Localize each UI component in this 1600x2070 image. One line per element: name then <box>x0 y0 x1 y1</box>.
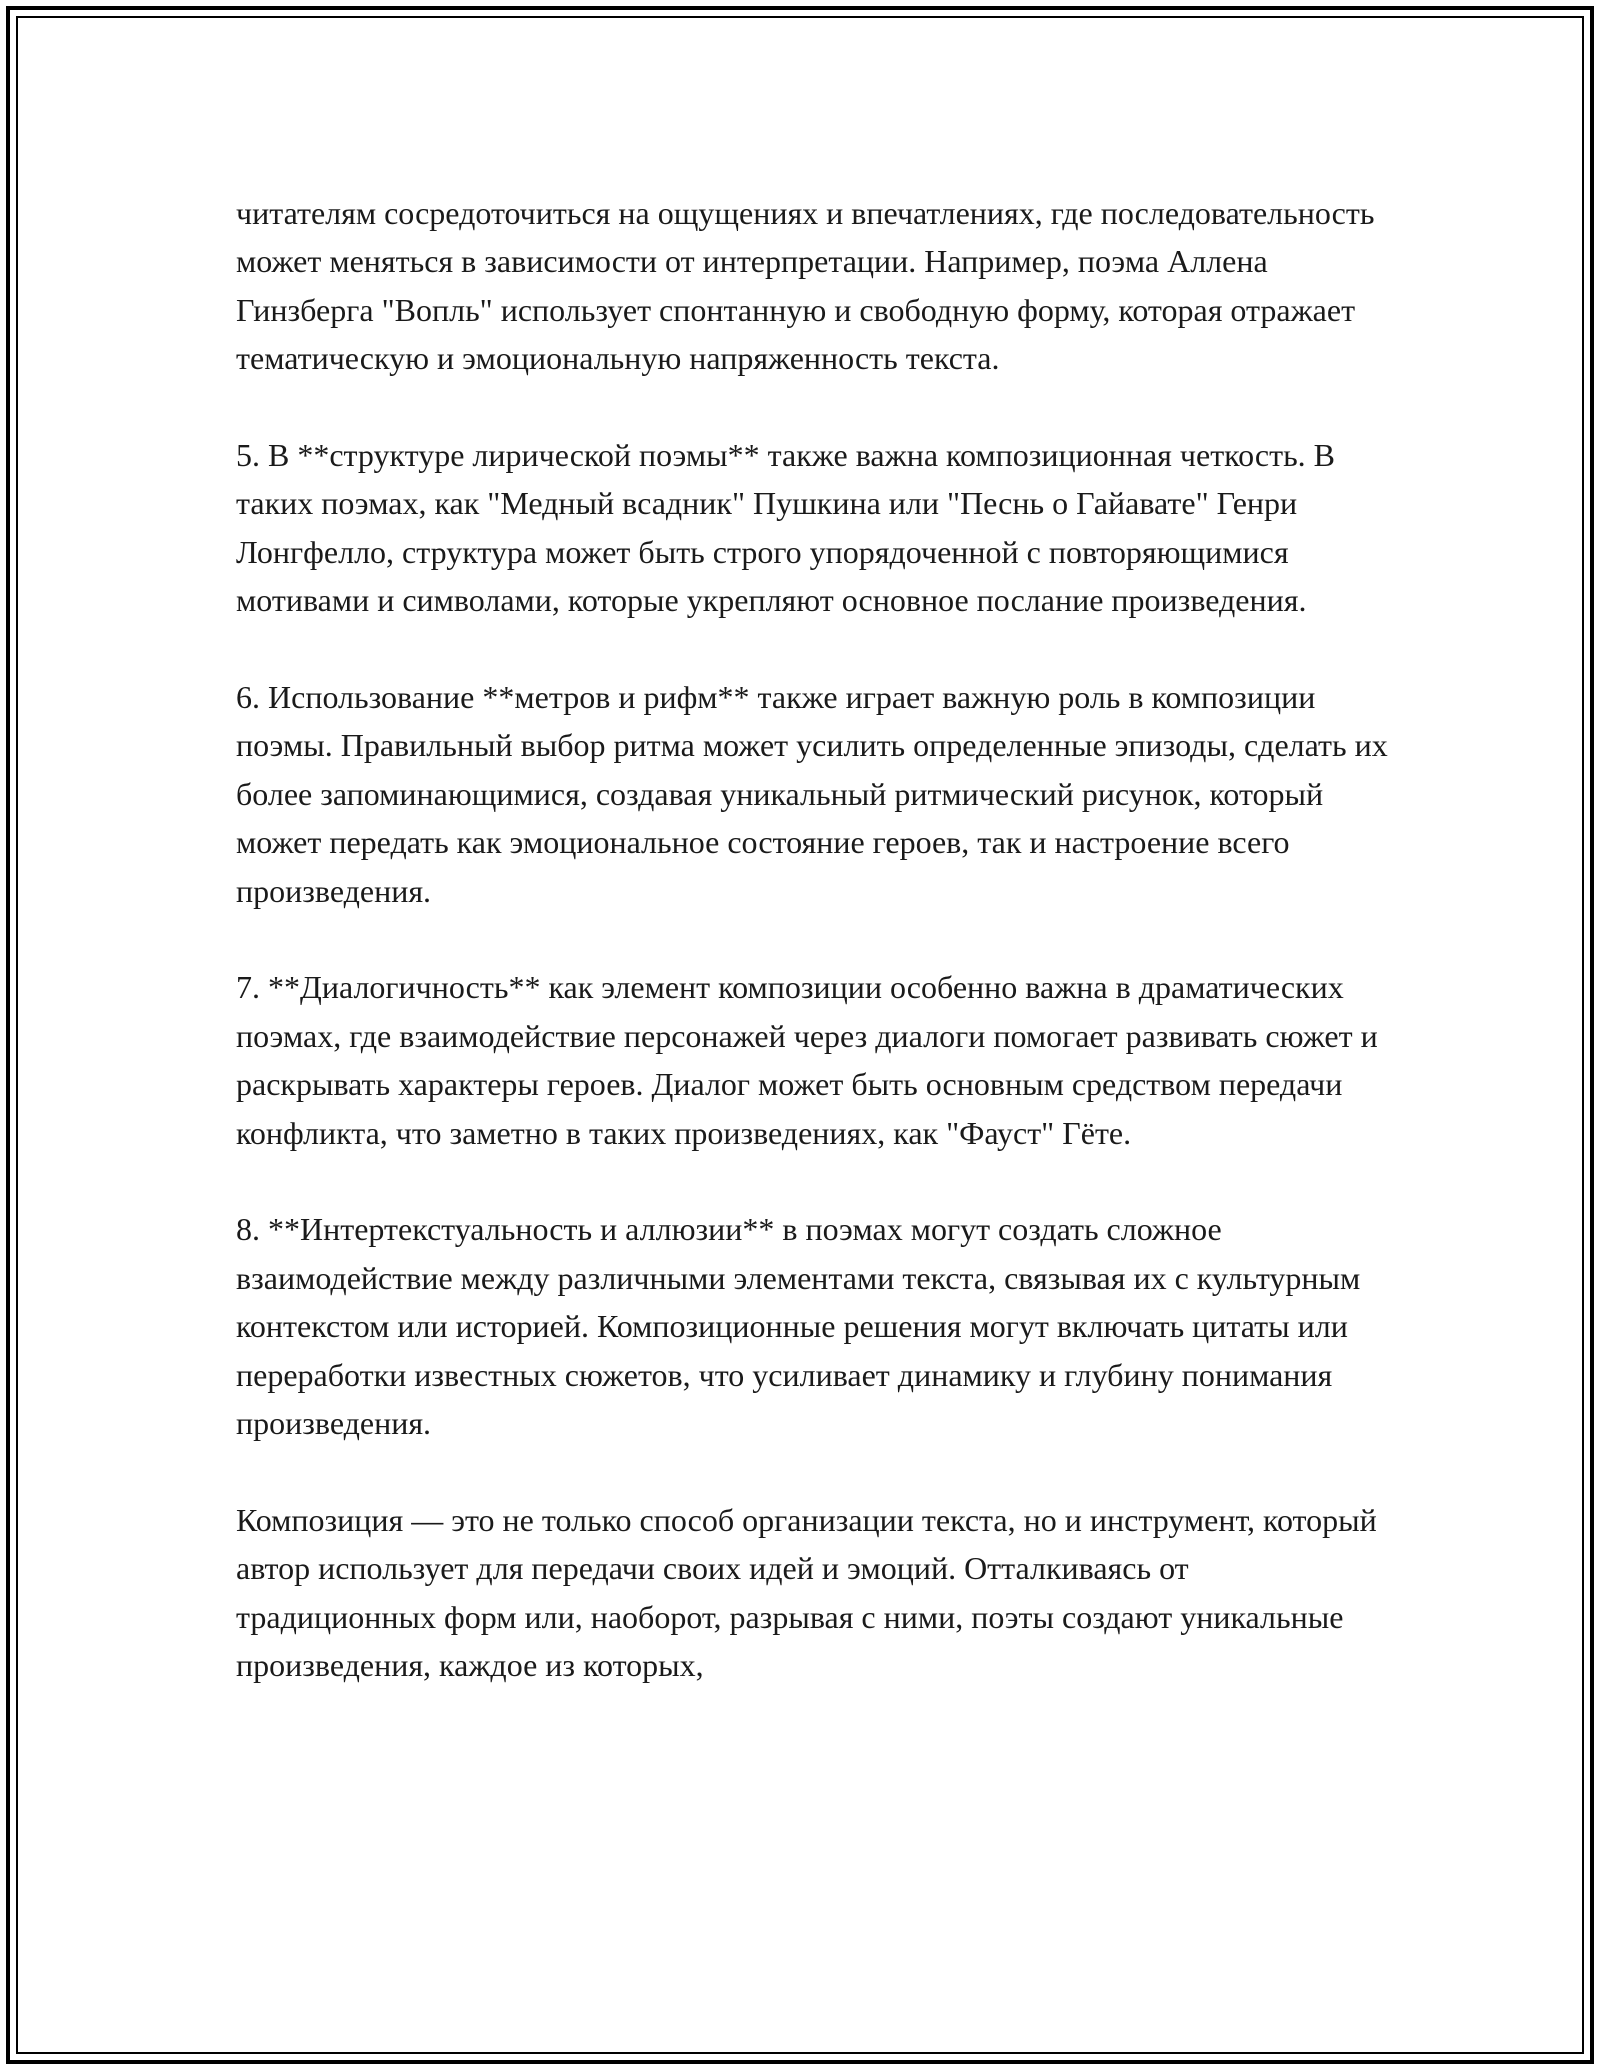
document-body <box>236 189 1396 1690</box>
paragraph-continuation: читателям сосредоточиться на ощущениях и впечатлениях, где последовательность может меняться в зависимости от интерпретации. Например, поэма Аллена Гинзберга "Вопль" использует спонтанную и свободную форму, которая отражает тематическую и эмоциональную напряженность текста. <box>236 195 1375 377</box>
paragraph-item-8: 8. **Интертекстуальность и аллюзии** в поэмах могут создать сложное взаимодействие между различными элементами текста, связывая их с культурным контекстом или историей. Композиционные решения могут включать цитаты или переработки известных сюжетов, что усиливает динамику и глубину понимания произведения. <box>236 1211 1361 1442</box>
paragraph-conclusion: Композиция — это не только способ организации текста, но и инструмент, который автор использует для передачи своих идей и эмоций. Отталкиваясь от традиционных форм или, наоборот, разрывая с ними, поэты создают уникальные произведения, каждое из которых, <box>236 1501 1377 1684</box>
paragraph-item-5: 5. В **структуре лирической поэмы** также важна композиционная четкость. В таких поэмах, как "Медный всадник" Пушкина или "Песнь о Гайавате" Генри Лонгфелло, структура может быть строго упорядоченной с повторяющимися мотивами и символами, которые укрепляют основное послание произведения. <box>236 437 1336 619</box>
paragraph-item-6: 6. Использование **метров и рифм** также играет важную роль в композиции поэмы. Правильный выбор ритма может усилить определенные эпизоды, сделать их более запоминающимися, создавая уникальный ритмический рисунок, который может передать как эмоциональное состояние героев, так и настроение всего произведения. <box>236 679 1388 909</box>
paragraph-item-7: 7. **Диалогичность** как элемент композиции особенно важна в драматических поэмах, где взаимодействие персонажей через диалоги помогает развивать сюжет и раскрывать характеры героев. Диалог может быть основным средством передачи конфликта, что заметно в таких произведениях, как "Фауст" Гёте. <box>236 969 1378 1151</box>
